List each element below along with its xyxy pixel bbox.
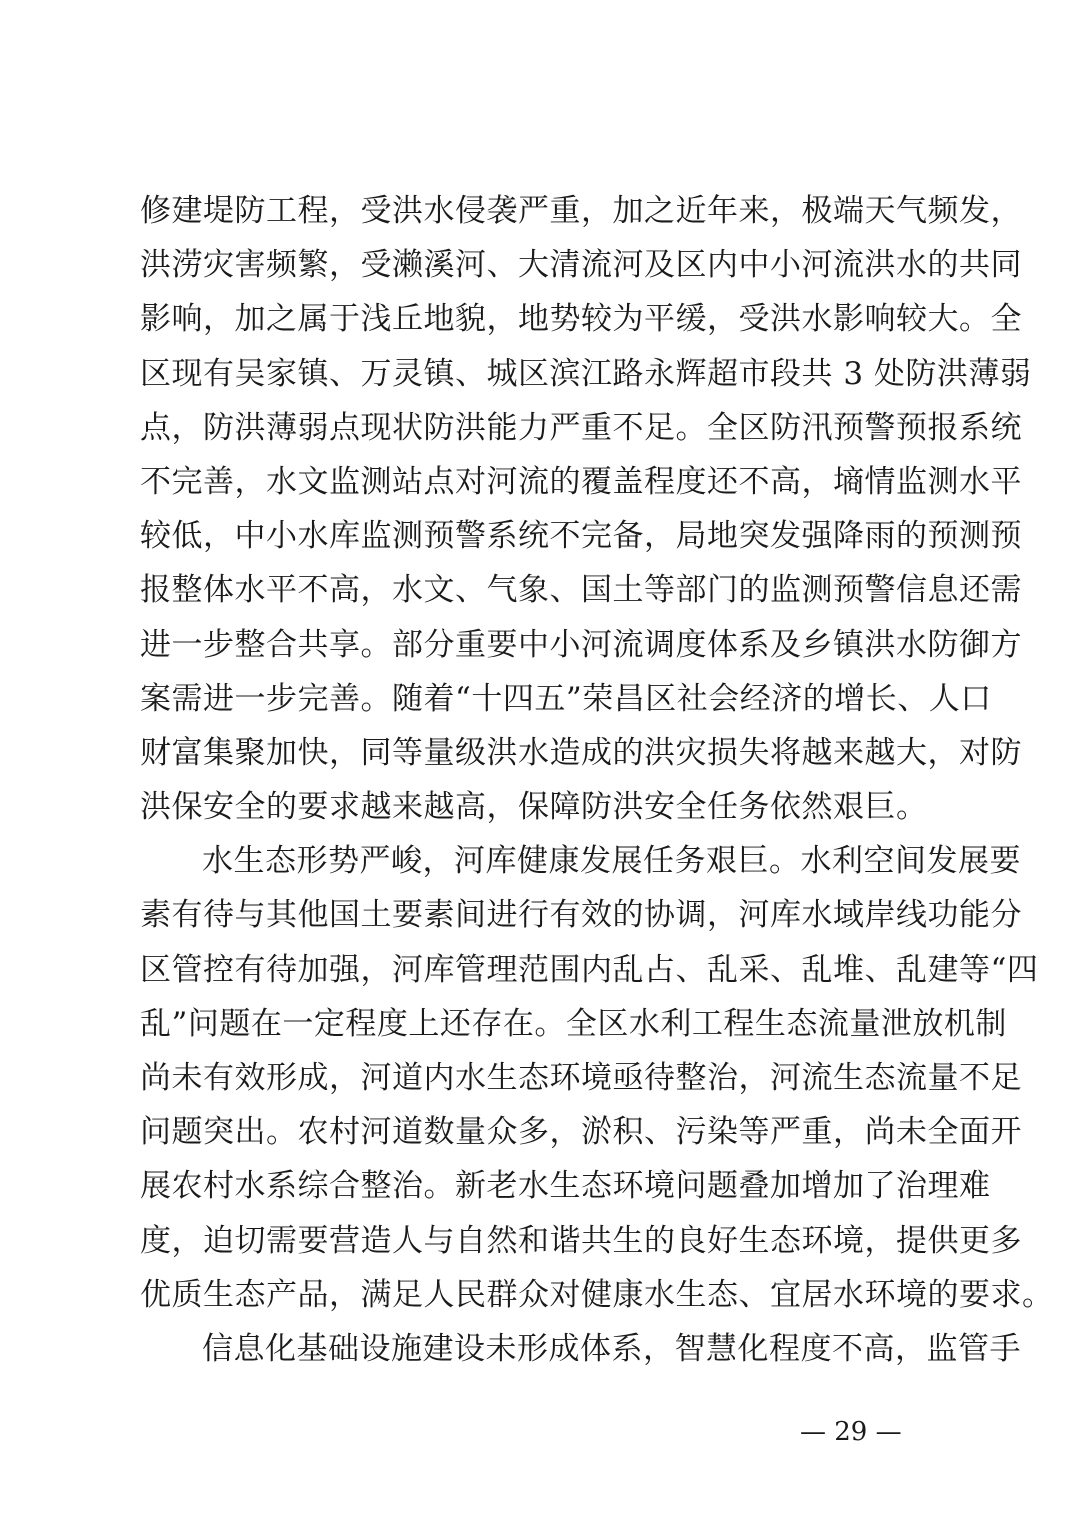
text-line: 财富集聚加快，同等量级洪水造成的洪灾损失将越来越大，对防 (140, 734, 1022, 771)
text-line: 问题突出。农村河道数量众多，淤积、污染等严重，尚未全面开 (140, 1114, 1022, 1151)
text-line: 修建堤防工程，受洪水侵袭严重，加之近年来，极端天气频发， (140, 193, 1022, 229)
text-line: 洪保安全的要求越来越高，保障防洪安全任务依然艰巨。 (140, 789, 928, 826)
paragraph-informatization (140, 1322, 1021, 1376)
text-line: 影响，加之属于浅丘地貌，地势较为平缓，受洪水影响较大。全 (140, 301, 1022, 338)
text-line: 素有待与其他国土要素间进行有效的协调，河库水域岸线功能分 (140, 897, 1022, 934)
text-line: 区管控有待加强，河库管理范围内乱占、乱采、乱堆、乱建等“四 (140, 951, 1039, 988)
paragraph-water-ecology (140, 834, 1054, 1322)
text-line: 优质生态产品，满足人民群众对健康水生态、宜居水环境的要求。 (140, 1276, 1054, 1313)
text-line: 区现有吴家镇、万灵镇、城区滨江路永辉超市段共 3 处防洪薄弱 (140, 355, 1032, 392)
text-line: 展农村水系综合整治。新老水生态环境问题叠加增加了治理难 (140, 1168, 991, 1205)
text-line: 水生态形势严峻，河库健康发展任务艰巨。水利空间发展要 (202, 843, 1021, 880)
text-line: 较低，中小水库监测预警系统不完备，局地突发强降雨的预测预 (140, 518, 1022, 555)
text-line: 乱”问题在一定程度上还存在。全区水利工程生态流量泄放机制 (140, 1005, 1007, 1042)
text-line: 进一步整合共享。部分重要中小河流调度体系及乡镇洪水防御方 (140, 626, 1022, 663)
text-line: 不完善，水文监测站点对河流的覆盖程度还不高，墒情监测水平 (140, 463, 1022, 500)
text-line: 点，防洪薄弱点现状防洪能力严重不足。全区防汛预警预报系统 (140, 409, 1022, 446)
body-text (140, 184, 1054, 1376)
text-line: 报整体水平不高，水文、气象、国土等部门的监测预警信息还需 (140, 572, 1022, 609)
text-line: 信息化基础设施建设未形成体系，智慧化程度不高，监管手 (202, 1330, 1021, 1367)
text-line: 度，迫切需要营造人与自然和谐共生的良好生态环境，提供更多 (140, 1222, 1022, 1259)
text-line: 洪涝灾害频繁，受濑溪河、大清流河及区内中小河流洪水的共同 (140, 247, 1022, 284)
text-line: 案需进一步完善。随着“十四五”荣昌区社会经济的增长、人口 (140, 680, 992, 717)
text-line: 尚未有效形成，河道内水生态环境亟待整治，河流生态流量不足 (140, 1060, 1022, 1096)
paragraph-flood-control (140, 184, 1032, 834)
page-number: — 29 — (800, 1417, 902, 1447)
